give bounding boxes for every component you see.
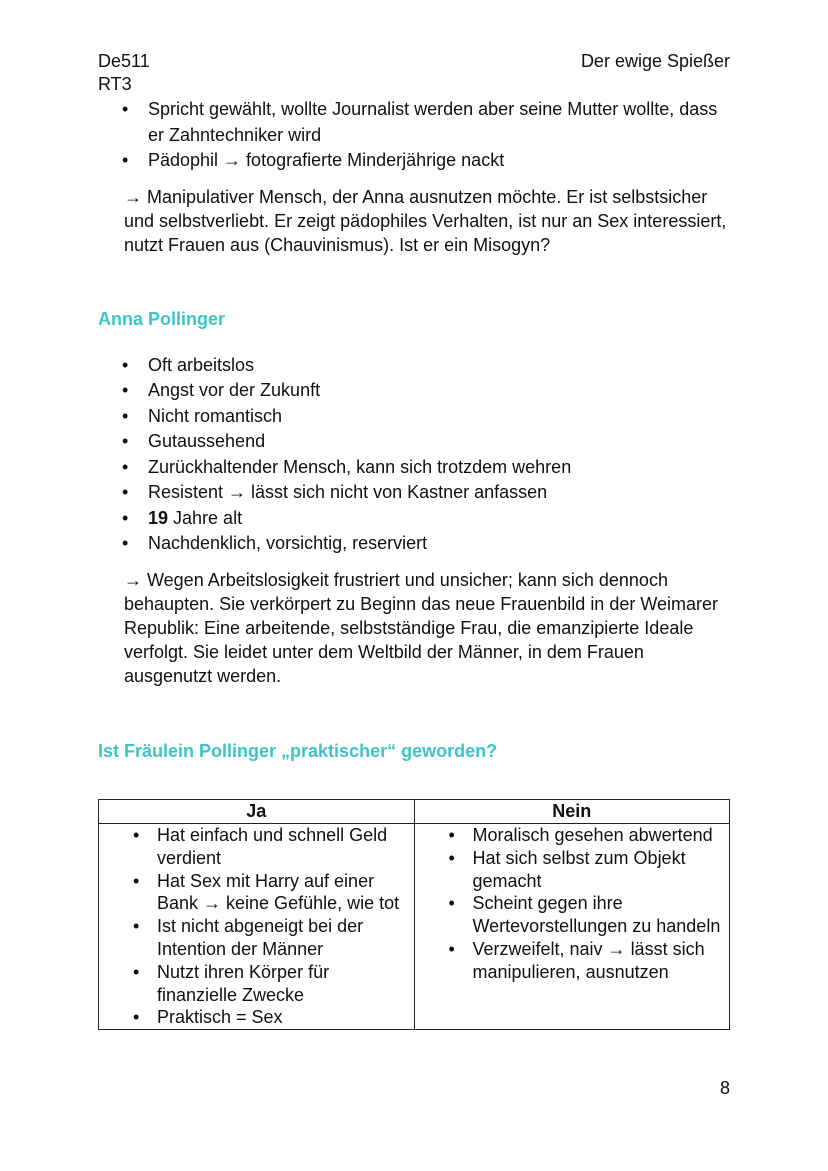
list-item: • Nachdenklich, vorsichtig, reserviert	[98, 531, 730, 557]
yes-cell	[99, 824, 415, 1030]
list-item: • Ist nicht abgeneigt bei der Intention der Männer	[99, 915, 414, 961]
list-item: • Praktisch = Sex	[99, 1006, 414, 1029]
list-item: • Moralisch gesehen abwertend	[415, 824, 730, 847]
anna-bullet-list	[98, 353, 730, 557]
list-item: • Nutzt ihren Körper für finanzielle Zwecke	[99, 961, 414, 1007]
course-code: De511	[98, 51, 150, 71]
age-text: Jahre alt	[168, 507, 243, 528]
list-item: • Gutaussehend	[98, 429, 730, 455]
yes-list	[99, 824, 414, 1029]
no-cell	[414, 824, 730, 1030]
table-header-row	[99, 800, 730, 824]
class-code: RT3	[98, 74, 132, 94]
list-item: • Scheint gegen ihre Wertevorstellungen zu handeln	[415, 892, 730, 938]
list-item: • Angst vor der Zukunft	[98, 378, 730, 404]
list-item: • Pädophil → fotografierte Minderjährige nackt	[98, 148, 730, 174]
question-heading: Ist Fräulein Pollinger „praktischer“ geworden?	[98, 740, 498, 761]
list-item-age	[98, 506, 730, 532]
anna-heading: Anna Pollinger	[98, 308, 226, 329]
list-item: • Resistent → lässt sich nicht von Kastner anfassen	[98, 480, 730, 506]
list-item: • Spricht gewählt, wollte Journalist werden aber seine Mutter wollte, dass er Zahntechniker wird	[98, 97, 730, 148]
document-title: Der ewige Spießer	[580, 51, 730, 71]
kastner-bullet-list	[98, 97, 730, 174]
header-left	[98, 50, 150, 96]
page-content	[98, 97, 730, 763]
column-header-yes: Ja	[99, 800, 415, 824]
no-list	[415, 824, 730, 984]
list-item: • Hat sich selbst zum Objekt gemacht	[415, 847, 730, 893]
list-item: • Oft arbeitslos	[98, 353, 730, 379]
age-number: 19	[148, 507, 169, 528]
list-item: • Zurückhaltender Mensch, kann sich trotzdem wehren	[98, 455, 730, 481]
column-header-no: Nein	[414, 800, 730, 824]
kastner-summary: → Manipulativer Mensch, der Anna ausnutzen möchte. Er ist selbstsicher und selbstverliebt. Er zeigt pädophiles Verhalten, ist nur an Sex interessiert, nutzt Frauen aus (Chauvinismus). Ist er ein Misogyn?	[124, 186, 727, 255]
anna-summary: → Wegen Arbeitslosigkeit frustriert und unsicher; kann sich dennoch behaupten. Sie verkörpert zu Beginn das neue Frauenbild in der Weimarer Republik: Eine arbeitende, selbstständige Frau, die emanzipierte Ideale verfolgt. Sie leidet unter dem Weltbild der Männer, in dem Frauen ausgenutzt werden.	[124, 569, 719, 686]
page-number: 8	[719, 1078, 730, 1098]
table-row	[99, 824, 730, 1030]
list-item: • Verzweifelt, naiv → lässt sich manipulieren, ausnutzen	[415, 938, 730, 984]
comparison-table	[98, 799, 730, 1030]
list-item: • Hat einfach und schnell Geld verdient	[99, 824, 414, 870]
list-item: • Hat Sex mit Harry auf einer Bank → keine Gefühle, wie tot	[99, 870, 414, 916]
list-item: • Nicht romantisch	[98, 404, 730, 430]
